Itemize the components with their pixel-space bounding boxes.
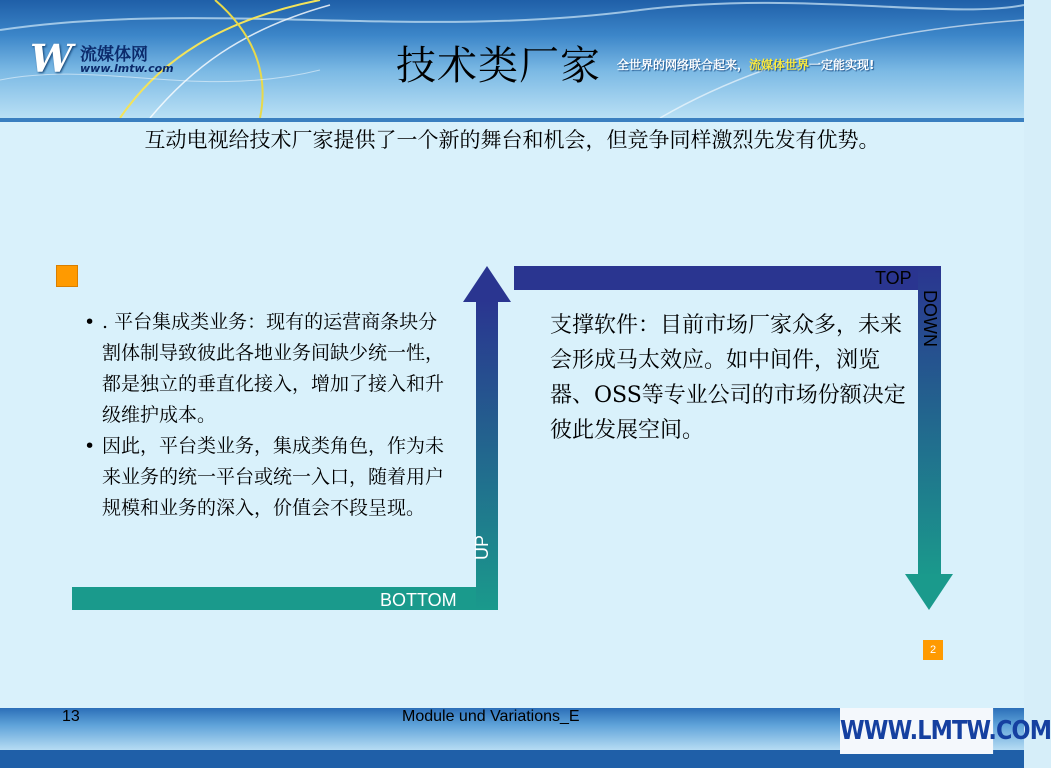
page-title: 技术类厂家 (396, 43, 601, 89)
footer-slide-number: 13 (62, 708, 80, 725)
label-up: UP (472, 534, 492, 560)
slogan-part2: 一定能实现! (809, 58, 875, 72)
label-bottom: BOTTOM (380, 590, 457, 610)
footer-center-text: Module und Variations_E (402, 708, 580, 725)
bullet-text: 因此，平台类业务，集成类角色，作为未来业务的统一平台或统一入口，随着用户规模和业务的深入，价值会不段呈现。 (102, 435, 445, 519)
up-bar (476, 300, 498, 610)
slide-subtitle: 互动电视给技术厂家提供了一个新的舞台和机会，但竞争同样激烈先发有优势。 (144, 128, 880, 152)
label-down: DOWN (920, 290, 940, 347)
logo-chinese-name: 流媒体网 (80, 45, 148, 65)
slogan-part1: 全世界的网络联合起来， (617, 58, 750, 72)
logo-w-mark: W (30, 36, 73, 81)
page-number-box: 2 (923, 640, 943, 660)
bullet-dot: • (84, 311, 96, 333)
bullet-text: . 平台集成类业务：现有的运营商条块分割体制导致彼此各地业务间缺少统一性，都是独立的垂直化接入，增加了接入和升级维护成本。 (102, 311, 445, 426)
up-arrowhead (463, 266, 511, 302)
footer-brand-logo: WWW.LMTW.COM (840, 708, 993, 754)
down-arrowhead (905, 574, 953, 610)
right-text-block: 支撑软件：目前市场厂家众多，未来会形成马太效应。如中间件，浏览器、OSS等专业公司的市场份额决定彼此发展空间。 (550, 313, 906, 443)
slogan-highlight: 流媒体世界 (749, 58, 810, 72)
logo-url: www.lmtw.com (80, 62, 174, 75)
label-top: TOP (875, 268, 912, 288)
bullet-dot: • (84, 435, 96, 457)
